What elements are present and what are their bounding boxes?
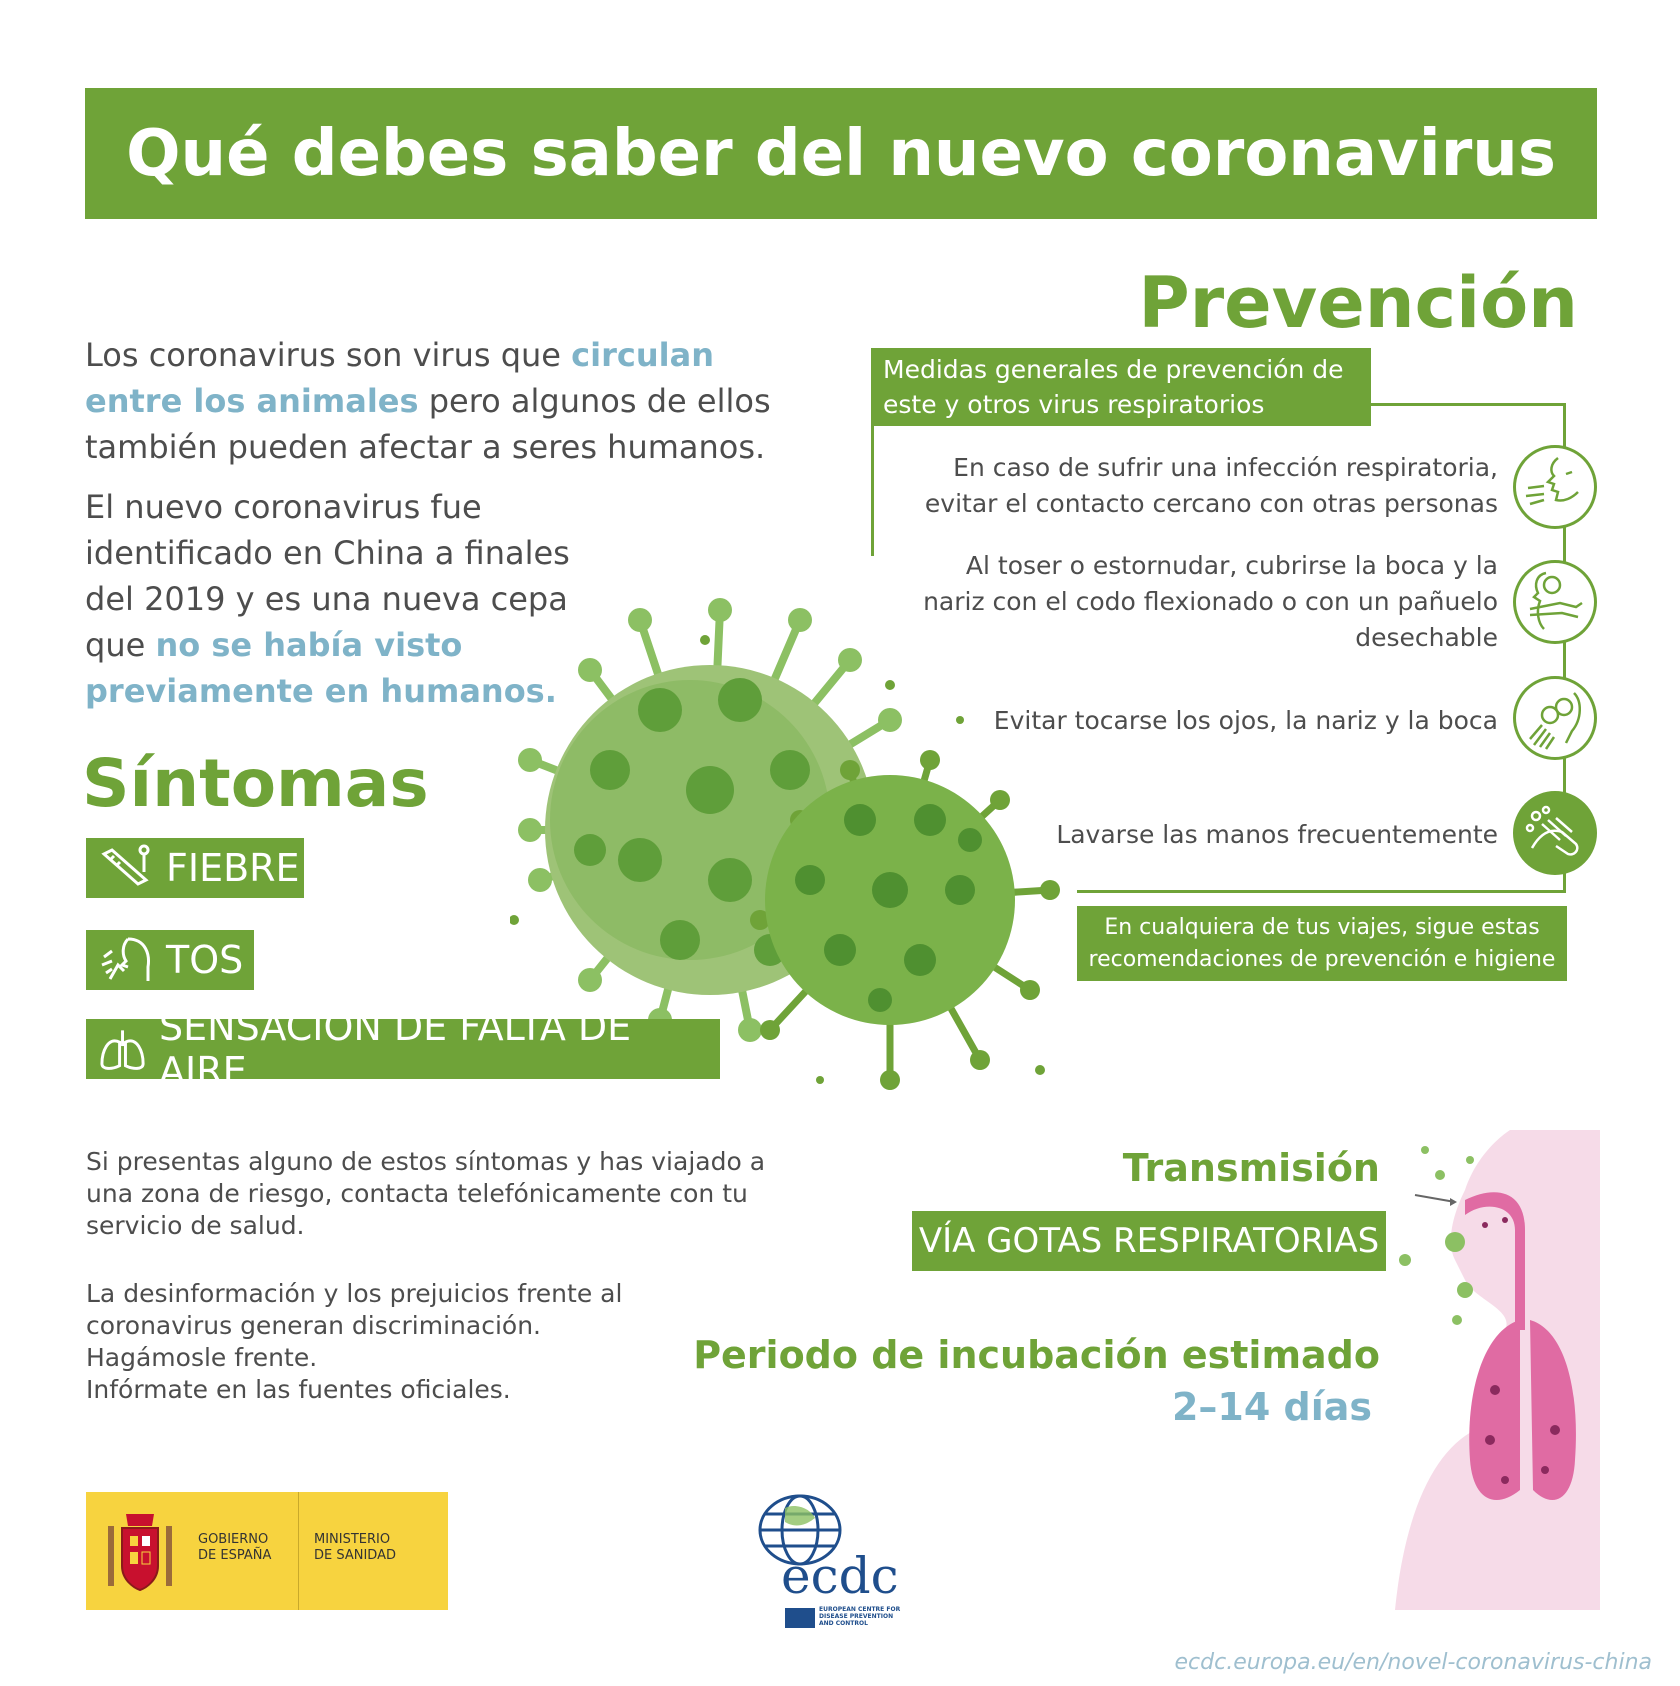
travel-recommendation: En cualquiera de tus viajes, sigue estas recomendaciones de prevención e higiene xyxy=(1077,906,1567,981)
intro-text: Los coronavirus son virus que xyxy=(85,336,572,374)
prevention-item-4: Lavarse las manos frecuentemente xyxy=(1056,820,1498,849)
handwash-icon xyxy=(1513,791,1597,875)
intro-highlight: circulan entre los animales xyxy=(85,336,714,420)
cough-elbow-icon xyxy=(1513,560,1597,644)
intro-highlight: no se había visto previamente en humanos. xyxy=(85,626,557,710)
logo-text: GOBIERNO xyxy=(198,1532,269,1547)
touch-face-icon xyxy=(1513,676,1597,760)
logo-text: DE ESPAÑA xyxy=(198,1548,272,1563)
symptoms-heading: Síntomas xyxy=(82,745,429,822)
respiratory-anatomy-illustration xyxy=(1395,1130,1600,1610)
prevention-label: Medidas generales de prevención de este y otros virus respiratorios xyxy=(871,348,1371,426)
page-title: Qué debes saber del nuevo coronavirus xyxy=(126,116,1556,191)
thermometer-icon xyxy=(98,844,154,892)
transmission-route: VÍA GOTAS RESPIRATORIAS xyxy=(912,1211,1386,1271)
spain-government-logo xyxy=(86,1492,448,1610)
logo-text: DISEASE PREVENTION xyxy=(819,1613,894,1620)
logo-divider xyxy=(298,1492,299,1610)
symptom-cough xyxy=(86,930,254,990)
coat-of-arms-icon xyxy=(102,1506,178,1596)
prevention-item-1: En caso de sufrir una infección respiratoria, evitar el contacto cercano con otras personas xyxy=(924,453,1498,518)
symptom-label: FIEBRE xyxy=(166,846,300,890)
misinformation-note xyxy=(86,1278,686,1406)
eu-flag-icon xyxy=(785,1608,815,1628)
symptom-label: SENSACIÓN DE FALTA DE AIRE xyxy=(159,1005,632,1093)
logo-text: DE SANIDAD xyxy=(314,1548,396,1563)
ministry-label xyxy=(314,1532,396,1564)
misinformation-line: La desinformación y los prejuicios frente al coronavirus generan discriminación. xyxy=(86,1279,623,1340)
footer-url[interactable]: ecdc.europa.eu/en/novel-coronavirus-china xyxy=(1174,1650,1652,1675)
intro-text: pero algunos de ellos también pueden afectar a seres humanos. xyxy=(85,382,771,466)
intro-paragraph-1 xyxy=(85,332,785,470)
lungs-icon xyxy=(98,1026,147,1072)
intro-text: El nuevo coronavirus fue identificado en China a finales del 2019 y es una nueva cepa que xyxy=(85,488,570,664)
bracket-line xyxy=(1077,890,1566,893)
bracket-line xyxy=(1370,403,1566,406)
prevention-item-2: Al toser o estornudar, cubrirse la boca y la nariz con el codo flexionado o con un pañuelo desechable xyxy=(923,551,1498,652)
contact-advice: Si presentas alguno de estos síntomas y has viajado a una zona de riesgo, contacta telefónicamente con tu servicio de salud. xyxy=(86,1147,766,1240)
ecdc-subtitle xyxy=(819,1606,900,1627)
logo-text: MINISTERIO xyxy=(314,1532,391,1547)
symptom-label: TOS xyxy=(166,938,244,982)
misinformation-line: Infórmate en las fuentes oficiales. xyxy=(86,1375,511,1404)
prevention-heading: Prevención xyxy=(1138,262,1578,344)
symptom-fever xyxy=(86,838,304,898)
misinformation-line: Hagámosle frente. xyxy=(86,1343,318,1372)
sneeze-face-icon xyxy=(1513,445,1597,529)
transmission-heading: Transmisión xyxy=(1122,1146,1380,1190)
incubation-value: 2–14 días xyxy=(1171,1385,1372,1429)
symptom-shortness-of-breath xyxy=(86,1005,720,1093)
government-label xyxy=(198,1532,271,1564)
logo-text: EUROPEAN CENTRE FOR xyxy=(819,1606,901,1613)
logo-text: AND CONTROL xyxy=(819,1620,868,1627)
ecdc-logo xyxy=(755,1488,915,1628)
ecdc-wordmark: ecdc xyxy=(781,1547,899,1605)
cough-icon xyxy=(98,935,154,985)
incubation-heading: Periodo de incubación estimado xyxy=(693,1333,1380,1377)
title-banner xyxy=(85,88,1597,219)
prevention-item-3: Evitar tocarse los ojos, la nariz y la boca xyxy=(993,706,1498,735)
